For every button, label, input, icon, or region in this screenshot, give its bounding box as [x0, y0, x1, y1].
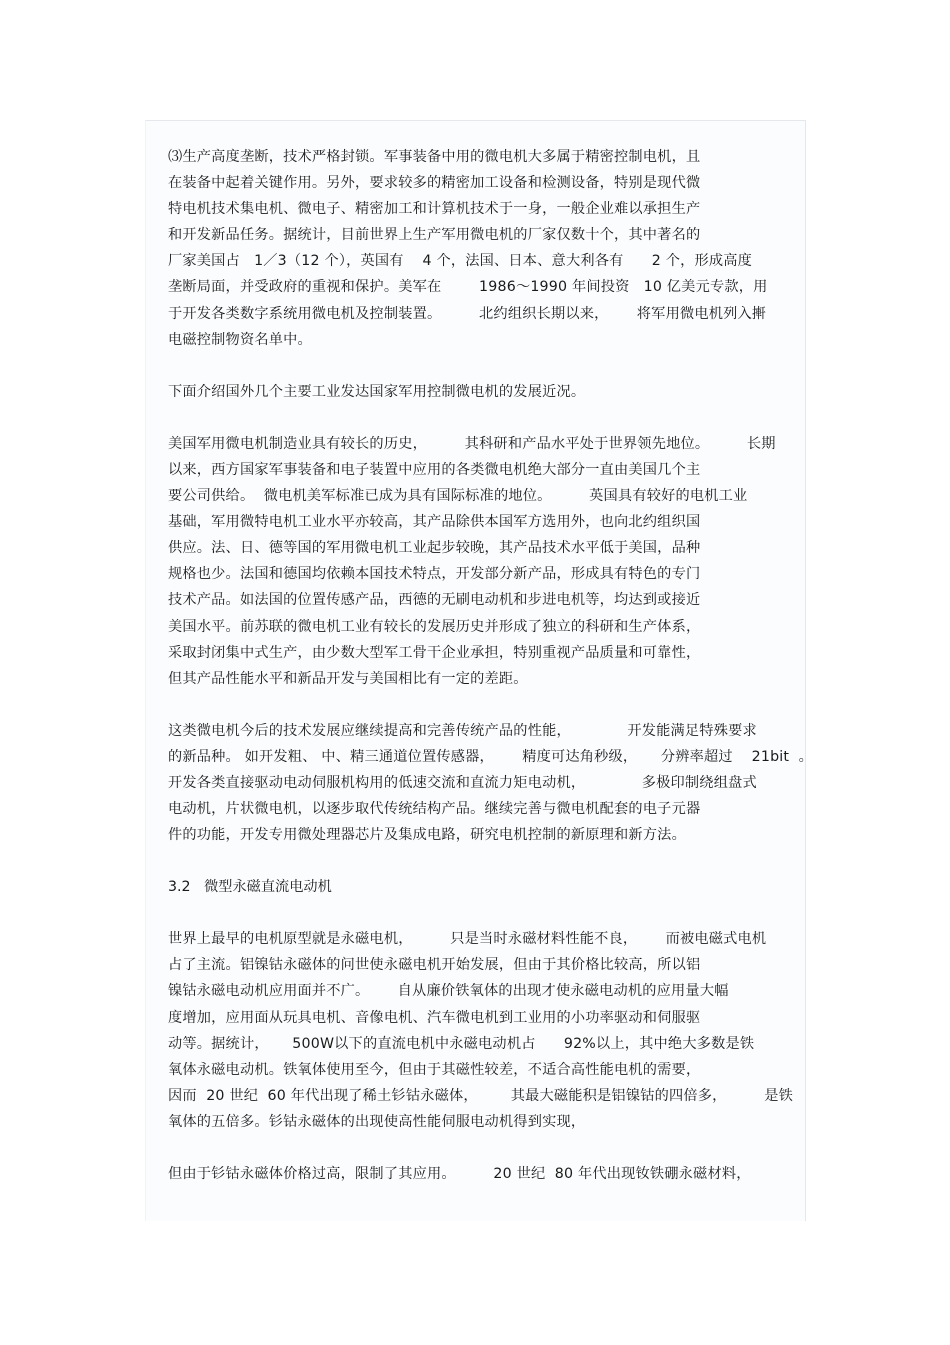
text-line: 厂家美国占 1／3（12 个），英国有 4 个，法国、日本、意大利各有 2 个，形成高度 — [168, 253, 753, 270]
text-line: 采取封闭集中式生产，由少数大型军工骨干企业承担，特别重视产品质量和可靠性， — [168, 644, 701, 661]
text-line: 镍钴永磁电动机应用面并不广。 自从廉价铁氧体的出现才使永磁电动机的应用量大幅 — [168, 983, 729, 1000]
text-line: 和开发新品任务。据统计，目前世界上生产军用微电机的厂家仅数十个，其中著名的 — [168, 227, 701, 244]
text-line: 电动机，片状微电机，以逐步取代传统结构产品。继续完善与微电机配套的电子元器 — [168, 801, 701, 818]
document-body — [168, 144, 814, 1187]
paragraph-1 — [168, 144, 788, 353]
text-line: 件的功能，开发专用微处理器芯片及集成电路，研究电机控制的新原理和新方法。 — [168, 827, 686, 844]
text-line: 世界上最早的电机原型就是永磁电机， 只是当时永磁材料性能不良， 而被电磁式电机 — [168, 931, 767, 948]
paragraph-2 — [168, 379, 788, 405]
text-line: 以来，西方国家军事装备和电子装置中应用的各类微电机绝大部分一直由美国几个主 — [168, 461, 701, 478]
text-line: 规格也少。法国和德国均依赖本国技术特点，开发部分新产品，形成具有特色的专门 — [168, 566, 701, 583]
section-heading: 3.2 微型永磁直流电动机 — [168, 879, 332, 896]
text-line: 于开发各类数字系统用微电机及控制装置。 北约组织长期以来， 将军用微电机列入搟 — [168, 305, 767, 322]
text-line: 的新品种。 如开发粗、 中、精三通道位置传感器， 精度可达角秒级， 分辨率超过 21bit 。 — [168, 748, 814, 765]
text-line: 美国军用微电机制造业具有较长的历史， 其科研和产品水平处于世界领先地位。 长期 — [168, 435, 776, 452]
text-line: 技术产品。如法国的位置传感产品，西德的无刷电动机和步进电机等，均达到或接近 — [168, 592, 701, 609]
text-line: 开发各类直接驱动电动伺服机构用的低速交流和直流力矩电动机， 多极印制绕组盘式 — [168, 774, 757, 791]
text-line: 动等。据统计， 500W以下的直流电机中永磁电动机占 92%以上，其中绝大多数是铁 — [168, 1035, 755, 1052]
text-line: 基础，军用微特电机工业水平亦较高，其产品除供本国军方选用外，也向北约组织国 — [168, 514, 701, 531]
text-line: 下面介绍国外几个主要工业发达国家军用控制微电机的发展近况。 — [168, 383, 586, 400]
text-line: 氧体永磁电动机。铁氧体使用至今，但由于其磁性较差，不适合高性能电机的需要， — [168, 1061, 701, 1078]
text-line: 度增加，应用面从玩具电机、音像电机、汽车微电机到工业用的小功率驱动和伺服驱 — [168, 1009, 701, 1026]
paragraph-3 — [168, 431, 788, 692]
text-line: 但其产品性能水平和新品开发与美国相比有一定的差距。 — [168, 670, 528, 687]
text-line: 在装备中起着关键作用。另外，要求较多的精密加工设备和检测设备，特别是现代微 — [168, 175, 701, 192]
text-line: 美国水平。前苏联的微电机工业有较长的发展历史并形成了独立的科研和生产体系， — [168, 618, 701, 635]
text-line: 这类微电机今后的技术发展应继续提高和完善传统产品的性能， 开发能满足特殊要求 — [168, 722, 757, 739]
text-line: 电磁控制物资名单中。 — [168, 331, 312, 348]
paragraph-6 — [168, 1161, 788, 1187]
text-line: 垄断局面，并受政府的重视和保护。美军在 1986～1990 年间投资 10 亿美元专款，用 — [168, 279, 768, 296]
text-line: 要公司供给。 微电机美军标准已成为具有国际标准的地位。 英国具有较好的电机工业 — [168, 488, 748, 505]
text-line: ⑶生产高度垄断，技术严格封锁。军事装备中用的微电机大多属于精密控制电机，且 — [168, 149, 701, 165]
text-line: 占了主流。铝镍钴永磁体的问世使永磁电机开始发展，但由于其价格比较高，所以铝 — [168, 957, 701, 974]
text-line: 供应。法、日、德等国的军用微电机工业起步较晚，其产品技术水平低于美国，品种 — [168, 540, 701, 557]
text-line: 氧体的五倍多。钐钴永磁体的出现使高性能伺服电动机得到实现， — [168, 1113, 586, 1130]
paragraph-5 — [168, 926, 793, 1135]
text-line: 因而 20 世纪 60 年代出现了稀土钐钴永磁体， 其最大磁能积是铝镍钴的四倍多， 是铁 — [168, 1087, 793, 1104]
paragraph-4 — [168, 718, 814, 848]
text-line: 特电机技术集电机、微电子、精密加工和计算机技术于一身，一般企业难以承担生产 — [168, 201, 701, 218]
text-line: 但由于钐钴永磁体价格过高，限制了其应用。 20 世纪 80 年代出现钕铁硼永磁材料， — [168, 1166, 751, 1182]
